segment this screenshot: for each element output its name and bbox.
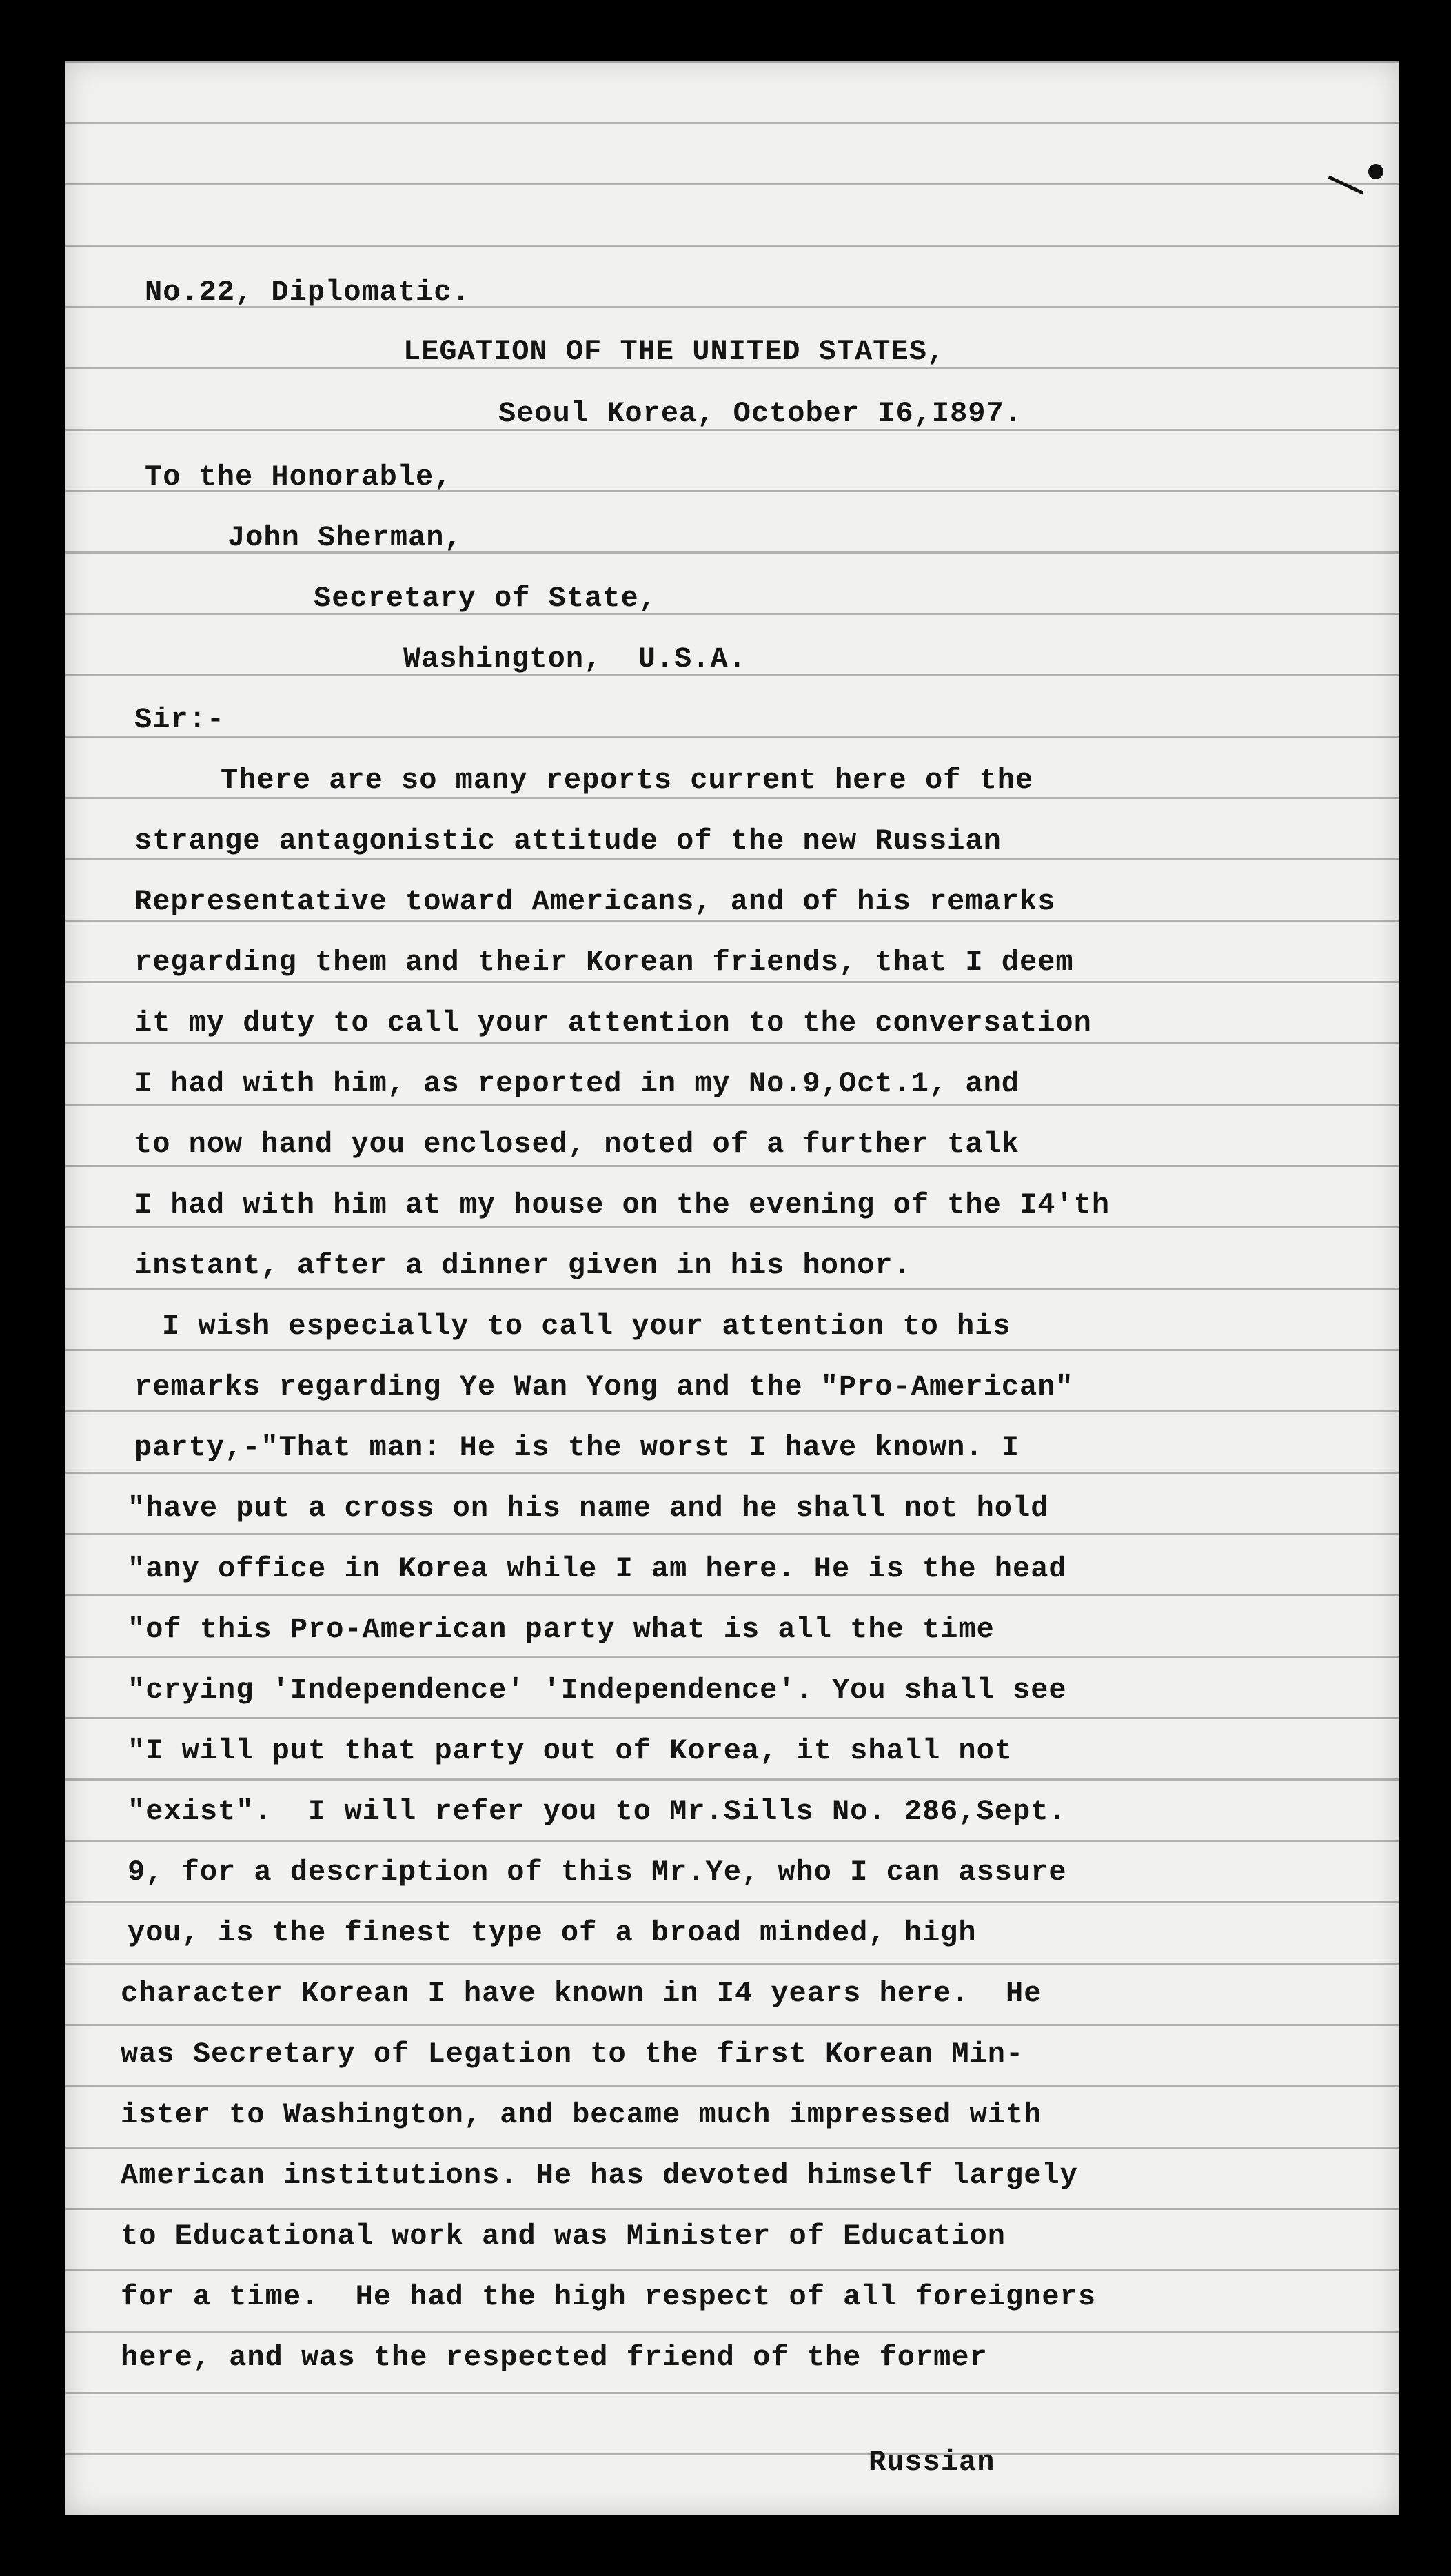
body-line: "of this Pro-American party what is all the time [128,1613,995,1646]
body-line: Representative toward Americans, and of his remarks [134,885,1056,918]
body-line: "exist". I will refer you to Mr.Sills No. 286,Sept. [128,1795,1067,1828]
body-line: it my duty to call your attention to the conversation [134,1006,1092,1039]
letterhead: LEGATION OF THE UNITED STATES, [403,335,946,368]
place-and-date: Seoul Korea, October I6,I897. [498,397,1022,430]
body-line: you, is the finest type of a broad minded, high [128,1916,977,1949]
body-line: ister to Washington, and became much impressed with [121,2098,1042,2131]
body-line: instant, after a dinner given in his honor. [134,1249,911,1282]
body-line: party,-"That man: He is the worst I have known. I [134,1431,1020,1464]
body-line: was Secretary of Legation to the first Korean Min- [121,2038,1024,2071]
catchword: Russian [869,2446,995,2479]
body-line: "have put a cross on his name and he shall not hold [128,1492,1049,1525]
body-line: 9, for a description of this Mr.Ye, who I can assure [128,1856,1067,1889]
body-line: There are so many reports current here of the [221,764,1034,797]
dispatch-number: No.22, Diplomatic. [145,276,470,309]
body-line: I had with him, as reported in my No.9,Oct.1, and [134,1067,1020,1100]
addressee-line-3: Secretary of State, [314,582,657,615]
body-line: "I will put that party out of Korea, it shall not [128,1734,1013,1767]
addressee-line-1: To the Honorable, [145,460,452,494]
salutation: Sir:- [134,703,225,736]
addressee-line-2: John Sherman, [227,521,463,554]
body-line: remarks regarding Ye Wan Yong and the "Pro-American" [134,1370,1074,1403]
ink-stroke [1328,176,1364,195]
body-line: strange antagonistic attitude of the new Russian [134,824,1002,858]
body-line: "any office in Korea while I am here. He is the head [128,1552,1067,1585]
body-line: to Educational work and was Minister of Education [121,2220,1006,2253]
body-line: I had with him at my house on the evening of the I4'th [134,1188,1110,1221]
body-line: regarding them and their Korean friends, that I deem [134,946,1074,979]
body-line: here, and was the respected friend of the former [121,2341,988,2374]
body-line: for a time. He had the high respect of all foreigners [121,2280,1097,2313]
body-line: character Korean I have known in I4 years here. He [121,1977,1042,2010]
addressee-line-4: Washington, U.S.A. [403,642,747,676]
body-line: I wish especially to call your attention to his [162,1310,1011,1343]
body-line: "crying 'Independence' 'Independence'. You shall see [128,1674,1067,1707]
body-line: American institutions. He has devoted himself largely [121,2159,1078,2192]
letter-page [65,61,1399,2515]
ink-mark [1368,164,1383,179]
body-line: to now hand you enclosed, noted of a further talk [134,1128,1020,1161]
